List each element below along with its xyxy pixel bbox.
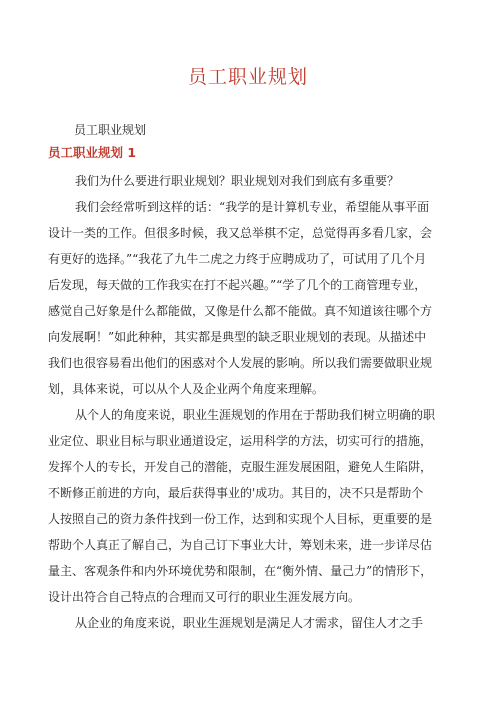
- body-line: 从企业的角度来说，职业生涯规划是满足人才需求，留住人才之手: [75, 616, 424, 630]
- body-line: 我们为什么要进行职业规划？职业规划对我们到底有多重要？: [75, 174, 400, 188]
- body-line: 感觉自己好象是什么都能做，又像是什么都不能做。真不知道该往哪个方: [48, 304, 433, 318]
- body-line: 有更好的选择。”“我花了九牛二虎之力终于应聘成功了，可试用了几个月: [48, 252, 427, 266]
- body-line: 业定位、职业目标与职业通道设定，运用科学的方法，切实可行的措施，: [48, 434, 433, 448]
- body-line: 发挥个人的专长，开发自己的潜能，克服生涯发展困阻，避免人生陷阱，: [48, 460, 433, 474]
- document-title: 员工职业规划: [187, 66, 308, 88]
- body-line: 不断修正前进的方向，最后获得事业的'成功。其目的，决不只是帮助个: [48, 486, 424, 500]
- body-line: 向发展啊！”如此种种，其实都是典型的缺乏职业规划的表现。从描述中: [48, 330, 427, 344]
- body-line: 设计出符合自己特点的合理而又可行的职业生涯发展方向。: [48, 590, 361, 604]
- document-subtitle: 员工职业规划: [74, 123, 147, 137]
- body-line: 划，具体来说，可以从个人及企业两个角度来理解。: [48, 382, 325, 396]
- body-line: 我们也很容易看出他们的困惑对个人发展的影响。所以我们需要做职业规: [48, 356, 433, 370]
- body-line: 量主、客观条件和内外环境优势和限制，在“衡外情、量己力”的情形下，: [48, 564, 433, 578]
- document-body: [48, 168, 450, 636]
- body-line: 帮助个人真正了解自己，为自己订下事业大计，筹划未来，进一步详尽估: [48, 538, 433, 552]
- section-heading: 员工职业规划 1: [48, 145, 137, 160]
- body-line: 人按照自己的资力条件找到一份工作，达到和实现个人目标，更重要的是: [48, 512, 433, 526]
- body-line: 设计一类的工作。但很多时候，我又总举棋不定，总觉得再多看几家，会: [48, 226, 433, 240]
- body-line: 我们会经常听到这样的话：“我学的是计算机专业，希望能从事平面: [75, 200, 430, 214]
- body-line: 后发现，每天做的工作我实在打不起兴趣。”“学了几个的工商管理专业，: [48, 278, 427, 292]
- body-line: 从个人的角度来说，职业生涯规划的作用在于帮助我们树立明确的职: [75, 408, 436, 422]
